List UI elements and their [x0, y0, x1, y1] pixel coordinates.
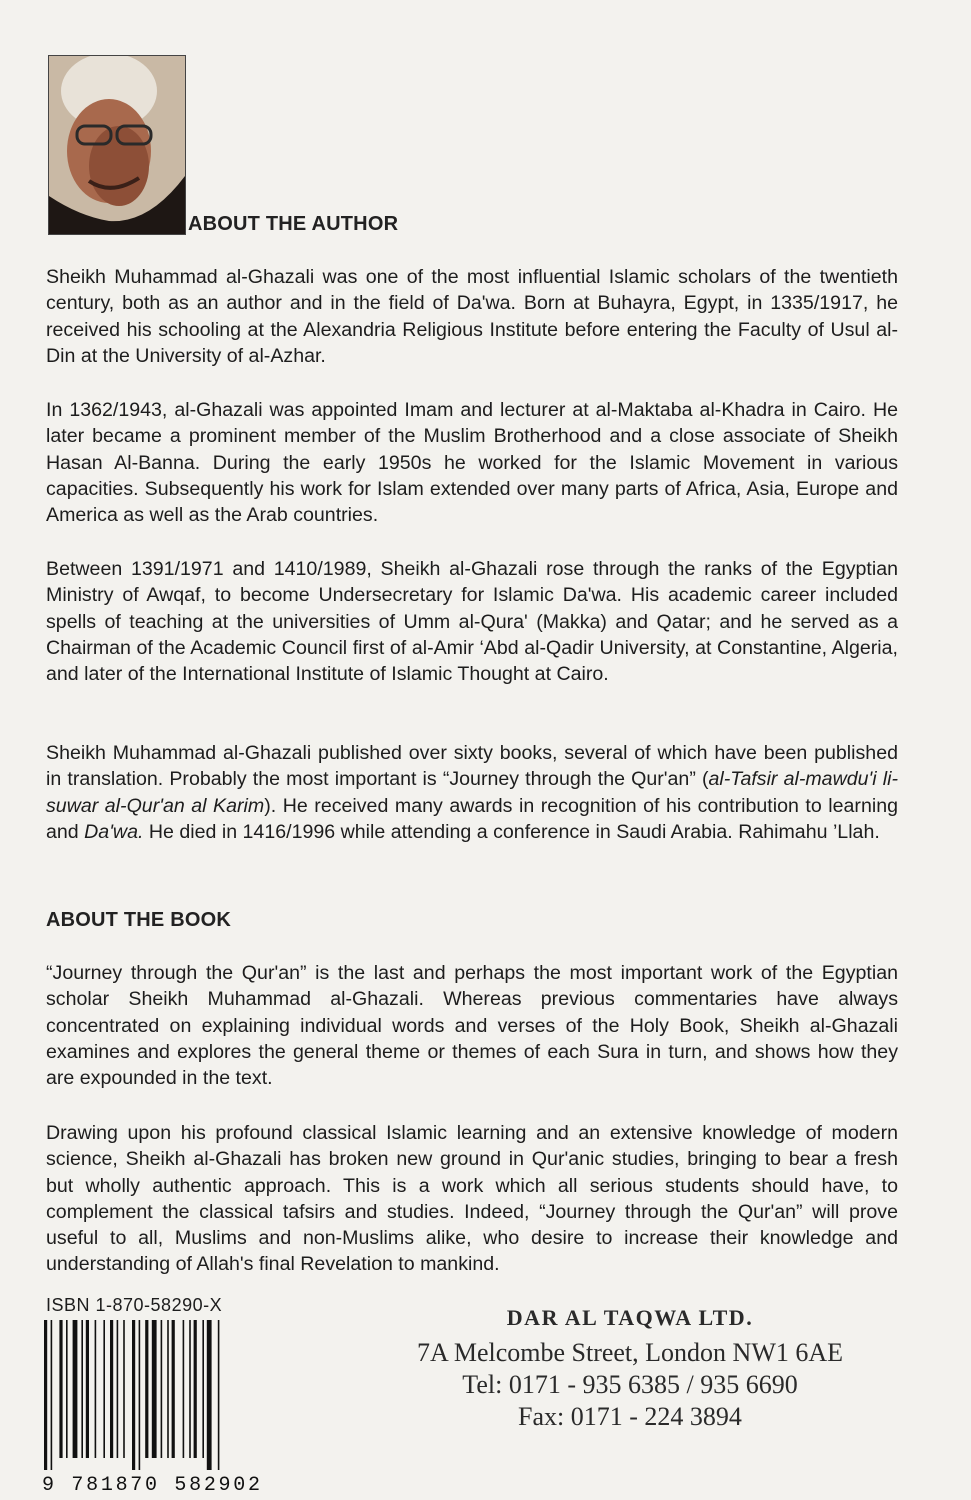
barcode	[40, 1320, 262, 1492]
author-paragraph-1: Sheikh Muhammad al-Ghazali was one of the most influential Islamic scholars of the twentieth century, both as an author and in the field of Da'wa. Born at Buhayra, Egypt, in 1335/1917, he received his schooling at the Alexandria Religious Institute before entering the Faculty of Usul al-Din at the University of al-Azhar.	[46, 266, 898, 367]
barcode-digits: 9 781870 582902	[42, 1474, 260, 1492]
book-paragraph-2: Drawing upon his profound classical Islamic learning and an extensive knowledge of modern science, Sheikh al-Ghazali has broken new ground in Qur'anic studies, bringing to bear a fresh but wholly authentic approach. This is a work which all serious students should have, to complement the classical tafsirs and studies. Indeed, “Journey through the Qur'an” will prove useful to all, Muslims and non-Muslims alike, who desire to increase their knowledge and understanding of Allah's final Revelation to mankind.	[46, 1122, 898, 1276]
author-p4-text-e: He died in 1416/1996 while attending a conference in Saudi Arabia. Rahimahu ’Llah.	[143, 820, 880, 843]
author-paragraph-2: In 1362/1943, al-Ghazali was appointed Imam and lecturer at al-Maktaba al-Khadra in Cairo. He later became a prominent member of the Muslim Brotherhood and a close associate of Sheikh Hasan Al-Banna. During the early 1950s he worked for the Islamic Movement in various capacities. Subsequently his work for Islam extended over many parts of Africa, Asia, Europe and America as well as the Arab countries.	[46, 399, 898, 527]
author-portrait-image	[49, 56, 185, 234]
publisher-tel: Tel: 0171 - 935 6385 / 935 6690	[462, 1370, 798, 1399]
author-paragraph-3: Between 1391/1971 and 1410/1989, Sheikh al-Ghazali rose through the ranks of the Egyptian Ministry of Awqaf, to become Undersecretary for Islamic Da'wa. His academic career included spells of teaching at the universities of Umm al-Qura' (Makka) and Qatar; and he served as a Chairman of the Academic Council first of al-Amir ‘Abd al-Qadir University, at Constantine, Algeria, and later of the International Institute of Islamic Thought at Cairo.	[46, 558, 898, 686]
author-paragraph-4	[46, 740, 898, 845]
author-photo	[48, 55, 186, 235]
publisher-name: DAR AL TAQWA LTD.	[506, 1305, 754, 1330]
publisher-address: 7A Melcombe Street, London NW1 6AE	[416, 1338, 844, 1367]
book-paragraph-1: “Journey through the Qur'an” is the last and perhaps the most important work of the Egyptian scholar Sheikh Muhammad al-Ghazali. Whereas previous commentaries have always concentrated on explaining individual words and verses of the Holy Book, Sheikh al-Ghazali examines and explores the general theme or themes of each Sura in turn, and shows how they are expounded in the text.	[46, 962, 898, 1090]
publisher-fax: Fax: 0171 - 224 3894	[518, 1402, 742, 1431]
author-p4-tafsir-title: al-Tafsir al-mawdu'i li-suwar al-Qur'an al Karim	[46, 768, 898, 817]
isbn-label: ISBN 1-870-58290-X	[46, 1295, 223, 1315]
author-p4-text-c: ). He received many awards in recognition of his contribution to learning and	[46, 794, 898, 843]
author-p4-dawa: Da'wa.	[84, 820, 144, 843]
about-author-heading: ABOUT THE AUTHOR	[188, 213, 399, 235]
about-book-heading: ABOUT THE BOOK	[46, 909, 232, 931]
author-p4-text-a: Sheikh Muhammad al-Ghazali published over sixty books, several of which have been published in translation. Probably the most important is “Journey through the Qur'an” (	[46, 742, 898, 791]
publisher-block	[330, 1305, 930, 1433]
